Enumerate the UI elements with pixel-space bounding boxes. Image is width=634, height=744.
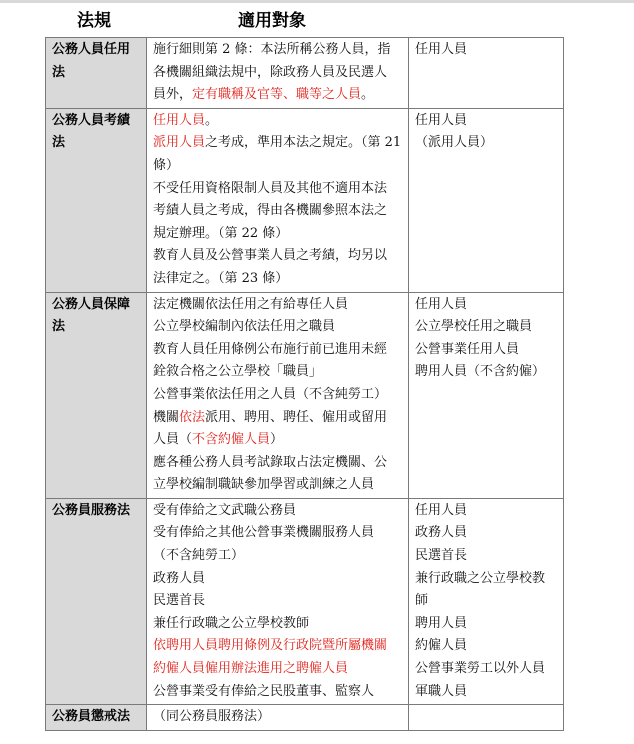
scope-item: 師 [415,593,429,609]
header-law: 法規 [77,11,111,31]
text-segment: 條） [153,157,180,173]
scope-cell [409,38,564,109]
law-name: 公務員懲戒法 [46,705,147,731]
text-segment: 受有俸給之文武職公務員 [153,502,297,518]
text-segment: 各機關組織法規中，除政務人員及民選人 [153,64,388,80]
description-line [153,568,403,591]
text-segment: 法律定之。（第 23 條） [153,270,289,286]
highlighted-text: 依聘用人員聘用條例及行政院暨所屬機關 [153,638,388,654]
law-description [147,705,409,731]
scope-item: 兼行政職之公立學校教 [415,570,546,586]
highlighted-text: 任用人員 [153,112,206,128]
scope-item: 公營事業勞工以外人員 [415,661,546,677]
text-segment: 公營事業受有俸給之民股董事、監察人 [153,683,375,699]
text-segment: 員外， [153,87,193,103]
text-segment: 規定辦理。（第 22 條） [153,225,289,241]
description-line [153,361,403,384]
table-row [46,498,564,704]
law-name: 公務員服務法 [46,498,147,704]
scope-item: 聘用人員 [415,615,468,631]
description-line [153,500,403,523]
scope-cell [409,498,564,704]
description-line [153,429,403,452]
text-segment: 應各種公務人員考試錄取占法定機關、公 [153,454,388,470]
scope-item: 任用人員 [415,42,468,57]
scope-item: 政務人員 [415,525,468,541]
scope-item: 民選首長 [415,548,468,564]
description-line [153,294,403,317]
text-segment: 不受任用資格限制人員及其他不適用本法 [153,180,388,196]
text-segment: 機關 [153,409,180,425]
scope-item: 公立學校任用之職員 [415,319,533,335]
highlighted-text: 定有職稱及官等、職等之人員 [192,87,362,103]
scope-cell [409,108,564,292]
description-line [153,84,403,107]
text-segment: 。 [205,112,219,128]
text-segment: 施行細則第 2 條：本法所稱公務人員，指 [153,42,391,57]
law-name: 公務人員任用法 [46,38,147,109]
law-description [147,108,409,292]
highlighted-text: 約僱人員僱用辦法進用之聘僱人員 [153,661,349,677]
scope-item: 任用人員 [415,296,468,312]
description-line [153,316,403,339]
description-line [153,245,403,268]
description-line [153,474,403,497]
description-line [153,522,403,545]
text-segment: 教育人員任用條例公布施行前已進用未經 [153,341,388,357]
description-line [153,658,403,681]
description-line [153,706,403,729]
description-line [153,110,403,133]
law-description [147,292,409,498]
description-line [153,545,403,568]
description-line [153,155,403,178]
table-row [46,292,564,498]
description-line [153,178,403,201]
text-segment: 教育人員及公營事業人員之考績，均另以 [153,248,388,264]
description-line [153,223,403,246]
text-segment: 立學校編制職缺參加學習或訓練之人員 [153,477,375,493]
text-segment: 派用、聘用、聘任、僱用或留用 [205,409,388,425]
description-line [153,268,403,291]
law-scope-table [45,37,564,731]
text-segment: 銓敘合格之公立學校「職員」 [153,364,323,380]
scope-item: 公營事業任用人員 [415,341,520,357]
table-row [46,108,564,292]
description-line [153,590,403,613]
highlighted-text: 派用人員 [153,135,206,151]
text-segment: 之考成，準用本法之規定。（第 21 [205,135,402,151]
top-divider [0,0,634,3]
description-line [153,62,403,85]
text-segment: 民選首長 [153,593,206,609]
scope-item: 聘用人員（不含約僱） [415,364,546,380]
text-segment: ） [270,432,284,448]
highlighted-text: 依法 [179,409,206,425]
text-segment: 政務人員 [153,570,206,586]
description-line [153,452,403,475]
scope-item: 任用人員 [415,112,468,128]
scope-item: （派用人員） [415,135,494,151]
law-description [147,38,409,109]
text-segment: 公立學校編制內依法任用之職員 [153,319,336,335]
table-row [46,705,564,731]
text-segment: 受有俸給之其他公營事業機關服務人員 [153,525,375,541]
description-line [153,681,403,704]
description-line [153,407,403,430]
scope-cell [409,292,564,498]
description-line [153,613,403,636]
text-segment: （同公務員服務法） [153,709,271,725]
header-scope: 適用對象 [238,11,306,31]
scope-cell [409,705,564,731]
description-line [153,635,403,658]
description-line [153,384,403,407]
law-name: 公務人員保障法 [46,292,147,498]
text-segment: 人員（ [153,432,193,448]
text-segment: 。 [361,87,375,103]
law-description [147,498,409,704]
description-line [153,132,403,155]
highlighted-text: 不含約僱人員 [192,432,271,448]
law-name: 公務人員考績法 [46,108,147,292]
text-segment: 法定機關依法任用之有給專任人員 [153,296,349,312]
scope-item: 約僱人員 [415,638,468,654]
description-line [153,200,403,223]
scope-item: 任用人員 [415,502,468,518]
text-segment: 考績人員之考成，得由各機關參照本法之 [153,203,388,219]
description-line [153,39,403,62]
text-segment: 公營事業依法任用之人員（不含純勞工） [153,386,388,402]
text-segment: （不含純勞工） [153,548,245,564]
scope-item: 軍職人員 [415,683,468,699]
description-line [153,339,403,362]
text-segment: 兼任行政職之公立學校教師 [153,615,310,631]
table-row [46,38,564,109]
